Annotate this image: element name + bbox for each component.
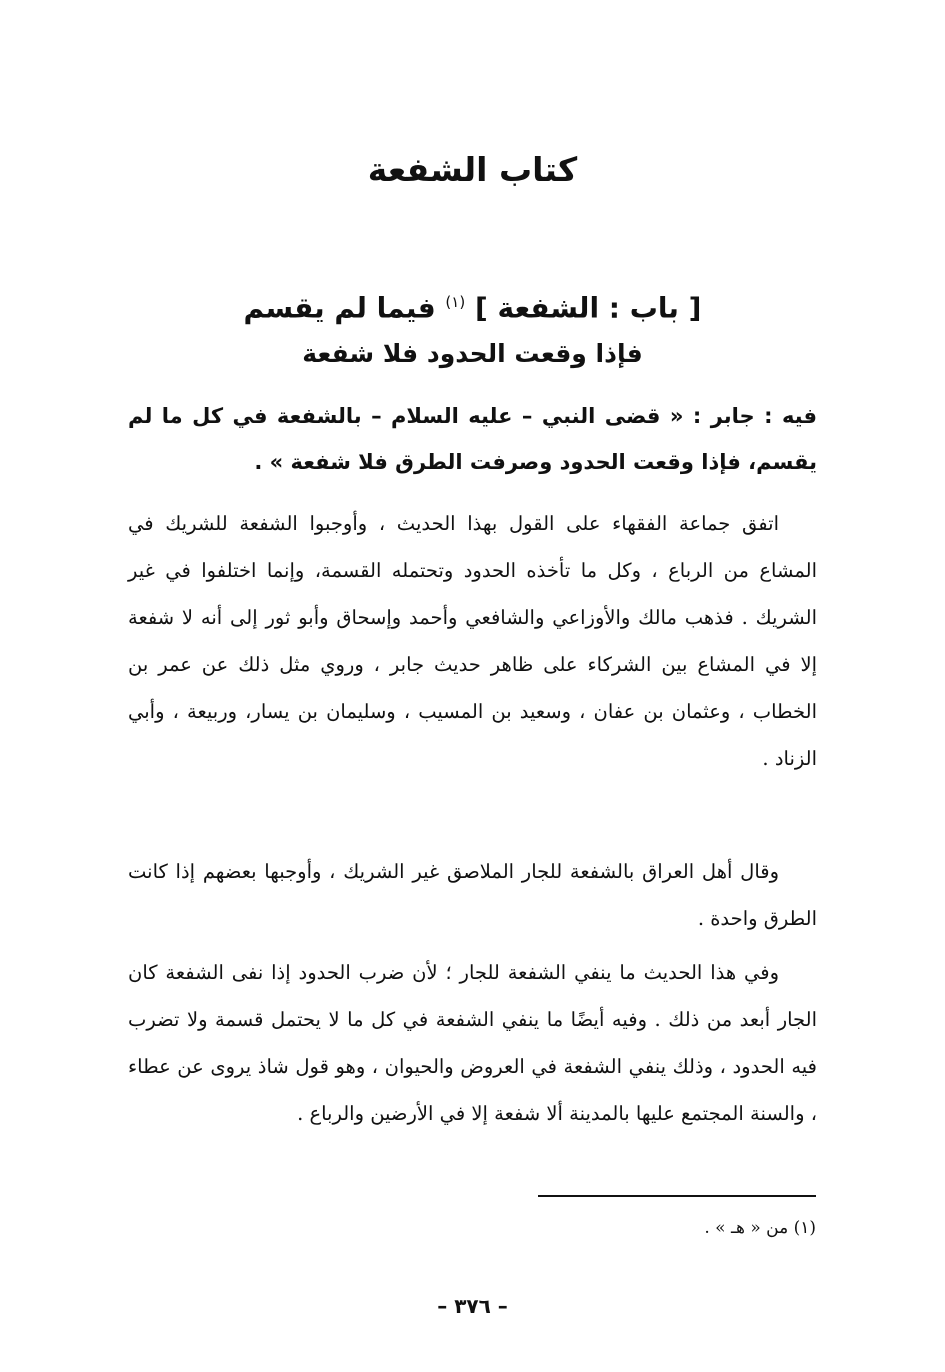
chapter-heading-part2: فيما لم يقسم (243, 291, 436, 325)
footnote-reference[interactable]: (١) (445, 293, 466, 311)
paragraph-commentary: وفي هذا الحديث ما ينفي الشفعة للجار ؛ لأن ضرب الحدود إذا نفى الشفعة كان الجار أبعد من ذلك . وفيه أيضًا ما ينفي الشفعة في كل ما لا يحتمل قسمة ولا تضرب فيه الحدود ، وذلك ينفي الشفعة في العروض والحيوان ، وهو قول شاذ يروى عن عطاء ، والسنة المجتمع عليها بالمدينة ألا شفعة إلا في الأرضين والرباع . (128, 961, 817, 1125)
chapter-heading-part1: [ باب : الشفعة ] (474, 291, 702, 325)
hadith-text: فيه : جابر : « قضى النبي – عليه السلام – بالشفعة في كل ما لم يقسم، فإذا وقعت الحدود وصرفت الطرق فلا شفعة » . (128, 404, 817, 474)
footnote-divider (538, 1195, 816, 1197)
chapter-heading (130, 274, 815, 336)
paragraph-consensus: اتفق جماعة الفقهاء على القول بهذا الحديث ، وأوجبوا الشفعة للشريك في المشاع من الرباع ، وكل ما تأخذه الحدود وتحتمله القسمة، وإنما اختلفوا في غير الشريك . فذهب مالك والأوزاعي والشافعي وأحمد وإسحاق وأبو ثور إلى أنه لا شفعة إلا في المشاع بين الشركاء على ظاهر حديث جابر ، وروي مثل ذلك عن عمر بن الخطاب ، وعثمان بن عفان ، وسعيد بن المسيب ، وسليمان بن يسار، وربيعة ، وأبي الزناد . (128, 512, 817, 770)
page-number: – ٣٧٦ – (437, 1294, 508, 1318)
footnote: (١) من « هـ » . (704, 1218, 816, 1238)
paragraph-iraq-opinion: وقال أهل العراق بالشفعة للجار الملاصق غير الشريك ، وأوجبها بعضهم إذا كانت الطرق واحدة . (128, 860, 817, 930)
book-title: كتاب الشفعة (367, 150, 578, 189)
chapter-subheading: فإذا وقعت الحدود فلا شفعة (302, 339, 643, 368)
